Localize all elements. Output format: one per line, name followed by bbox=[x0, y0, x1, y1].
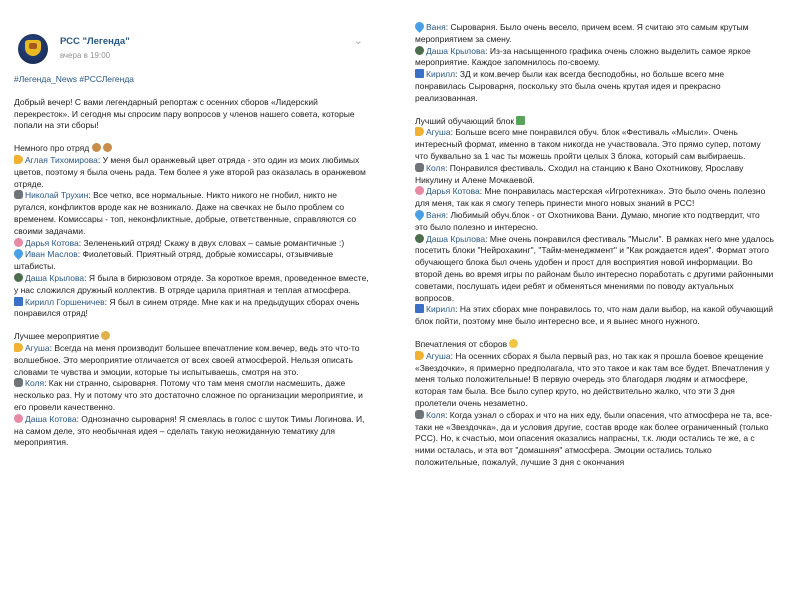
answer-text: Любимый обуч.блок - от Охотникова Вани. Думаю, многие кто подтвердит, что это было полезно и интересно. bbox=[415, 209, 760, 232]
skull-icon bbox=[415, 410, 424, 419]
separator: : bbox=[445, 22, 451, 32]
author-name: Даша Крылова bbox=[426, 233, 486, 244]
author-name: Коля bbox=[25, 378, 45, 389]
answer-item bbox=[415, 69, 774, 104]
author-name: Даша Котова bbox=[25, 413, 77, 424]
section-title: Впечатления от сборов bbox=[415, 339, 774, 351]
author-name: Ваня bbox=[426, 22, 446, 32]
post-left-column bbox=[7, 22, 375, 540]
tv-icon bbox=[415, 304, 424, 313]
intro-text: Добрый вечер! С вами легендарный репортаж с осенних сборов «Лидерский перекресток». И сегодня мы спросим пару вопросов у членов нашего совета, которые попали на эти сборы! bbox=[14, 96, 355, 131]
answer-item bbox=[415, 186, 774, 210]
separator: : bbox=[84, 272, 89, 283]
section-title: Лучший обучающий блок bbox=[415, 116, 774, 128]
separator: : bbox=[485, 45, 490, 56]
answer-text: Однозначно сыроварня! Я смеялась в голос с шуток Тимы Логинова. И, на самом деле, это необычная идея – сделать такую неожиданную тематику для мероприятия. bbox=[14, 413, 365, 448]
answer-text: Из-за насыщенного графика очень сложно выделить самое яркое мероприятие. Каждое запомнилось по-своему. bbox=[415, 45, 751, 68]
separator: : bbox=[97, 154, 103, 165]
answer-text: У меня был оранжевый цвет отряда - это один из моих любимых цветов, поэтому я была очень рада. Тем более я уже второй раз оказалась в оранжевом отряде. bbox=[14, 154, 366, 189]
separator: : bbox=[88, 190, 94, 201]
answer-item bbox=[14, 249, 369, 273]
answer-item bbox=[415, 127, 774, 162]
author-name: Дарья Котова bbox=[426, 186, 480, 197]
author-name: Даша Крылова bbox=[426, 45, 486, 56]
hand-icon bbox=[14, 343, 23, 352]
author-name: Иван Маслов bbox=[25, 249, 78, 260]
books-emoji-icon bbox=[516, 116, 525, 125]
answer-text: Фиолетовый. Приятный отряд, добрые комиссары, отзывчивые штабисты. bbox=[14, 249, 334, 272]
author-name: Дарья Котова bbox=[25, 237, 79, 248]
author-name: Аглая Тихомирова bbox=[25, 154, 98, 165]
answer-item bbox=[14, 297, 369, 321]
answer-item bbox=[415, 210, 774, 234]
skull-icon bbox=[14, 190, 23, 199]
separator: : bbox=[77, 249, 83, 260]
answer-item bbox=[415, 22, 774, 46]
section-title: Лучшее мероприятие bbox=[14, 331, 369, 343]
answer-text: Как ни странно, сыроварня. Потому что там меня смогли насмешить, даже несколько раз. Ну и потому что это достаточно сложное по организации мероприятие, и его провели качественно. bbox=[14, 378, 363, 412]
answer-item bbox=[14, 378, 369, 413]
author-name: Агуша bbox=[426, 127, 451, 138]
answer-item bbox=[14, 238, 369, 250]
author-name: Кирилл bbox=[426, 69, 456, 80]
answers-list bbox=[14, 343, 369, 449]
hand-icon bbox=[415, 351, 424, 360]
answer-item bbox=[415, 351, 774, 410]
answer-text: Мне очень понравился фестиваль "Мысли". В рамках него мне удалось посетить блоки "Нейрохакинг", "Тайм-менеджмент" и "Как рождается идея". Формат этого обучающего блока был очень удобен и прост для восприятия новой информации. Во второй день во время игры по районам было интересно поработать с другими районными советами, послушать идеи ребят и обменяться мнениями по поводу актуальных вопросов. bbox=[415, 233, 774, 303]
answer-item bbox=[14, 190, 369, 237]
answer-item bbox=[415, 304, 774, 328]
answer-text: Понравился фестиваль. Сходил на станцию к Вано Охотникову, Ярославу Никулину и Алене Мочкаевой. bbox=[415, 162, 744, 185]
author-name: Даша Крылова bbox=[25, 272, 85, 283]
drop-icon bbox=[415, 22, 426, 33]
post-header bbox=[14, 26, 369, 70]
answer-item bbox=[415, 46, 774, 70]
answer-item bbox=[415, 234, 774, 305]
answers-list bbox=[14, 155, 369, 320]
answer-text: Всегда на меня производит большее впечатление ком.вечер, ведь это что-то волшебное. Это мероприятие отличается от всех своей атмосферой. Нельзя описать словами те чувства и эмоции, которые ты испытываешь, смотря на это. bbox=[14, 342, 360, 377]
author-name: Коля bbox=[426, 162, 446, 173]
grin-emoji-icon bbox=[509, 339, 518, 348]
crest-icon bbox=[25, 40, 41, 56]
separator: : bbox=[44, 378, 49, 389]
flower-icon bbox=[14, 414, 23, 423]
hand-icon bbox=[14, 155, 23, 164]
separator: : bbox=[78, 237, 84, 248]
answer-text: Я была в бирюзовом отряде. За короткое время, проведенное вместе, у нас сложился дружный коллектив. В отряде царила приятная и теплая атмосфера. bbox=[14, 272, 369, 295]
answer-text: Зелененький отряд! Скажу в двух словах – самые романтичные :) bbox=[83, 237, 345, 248]
author-name: Агуша bbox=[426, 350, 451, 361]
author-name: Агуша bbox=[25, 342, 50, 353]
kids-emoji-icon bbox=[103, 143, 112, 152]
section-title: Немного про отряд bbox=[14, 143, 369, 155]
separator: : bbox=[445, 409, 450, 420]
answer-text: На осенних сборах я была первый раз, но так как я прошла боевое крещение «Звездочки», я примерно предполагала, что это такое и как там все будет. Впечатления у меня только положительные! В первую очередь это благодаря людям и атмосфере, которая там была. Все было супер круто, но действительно жалко, что эти 3 дня пролетели очень незаметно. bbox=[415, 350, 770, 408]
separator: : bbox=[485, 233, 490, 244]
author-name: Коля bbox=[426, 409, 446, 420]
chevron-down-icon[interactable]: ⌄ bbox=[353, 35, 363, 47]
author-name: Николай Трухин bbox=[25, 190, 89, 201]
skull-icon bbox=[415, 163, 424, 172]
answer-text: Когда узнал о сборах и что на них еду, были опасения, что атмосфера не та, все-таки не «Звездочка», да и условия другие, состав вроде как более ограниченный (только РСС). Но, к счастью, мои опасения оказались напрасны, т.к. люди остались те же, а с ними осталась, и эта вот "домашняя" атмосфера. Эмоции остались только положительные, пожалуй, лучшие 3 дня с окончания bbox=[415, 409, 773, 467]
skull-icon bbox=[14, 378, 23, 387]
flower-icon bbox=[14, 238, 23, 247]
separator: : bbox=[479, 186, 485, 197]
answer-text: Все четко, все нормальные. Никто никого не гнобил, никто не ругался, конфликтов вроде как не возникало. Даже на свечках не было проблем со временем. Комиссары - топ, неконфликтные, добрые, ответственные, справляются со своими задачами. bbox=[14, 190, 357, 236]
separator: : bbox=[450, 127, 456, 138]
answer-item bbox=[14, 273, 369, 297]
post-right-column bbox=[415, 22, 780, 540]
separator: : bbox=[445, 209, 451, 220]
answer-text: Мне понравилась мастерская «Игротехника». Это было очень полезно для меня, так как я смогу теперь принести много новых знаний в РСС! bbox=[415, 186, 766, 209]
drop-icon bbox=[12, 247, 25, 260]
answer-item bbox=[415, 410, 774, 469]
alien-icon bbox=[415, 234, 424, 243]
alien-icon bbox=[415, 46, 424, 55]
answer-item bbox=[415, 163, 774, 187]
answers-list bbox=[415, 351, 774, 469]
answer-text: ЗД и ком.вечер были как всегда бесподобны, но больше всего мне понравилась Сыроварня, поскольку это была очень крутая идея и прекрасно реализованная. bbox=[415, 69, 725, 103]
separator: : bbox=[445, 162, 450, 173]
answer-text: На этих сборах мне понравилось то, что нам дали выбор, на какой обучающий блок пойти, поэтому мне было интересно все, и я вынес много нужного. bbox=[415, 304, 773, 327]
group-name[interactable]: РСС "Легенда" bbox=[60, 36, 130, 47]
hand-icon bbox=[415, 127, 424, 136]
author-name: Кирилл bbox=[426, 304, 456, 315]
separator: : bbox=[455, 304, 460, 315]
kids-emoji-icon bbox=[92, 143, 101, 152]
author-name: Кирилл Горшеничев bbox=[25, 296, 105, 307]
post-time[interactable]: вчера в 19:00 bbox=[60, 51, 111, 60]
separator: : bbox=[450, 350, 456, 361]
drop-icon bbox=[415, 208, 426, 221]
answer-item bbox=[14, 343, 369, 378]
answer-text: Сыроварня. Было очень весело, причем всем. Я считаю это самым крутым мероприятием за смену. bbox=[415, 22, 749, 44]
flower-icon bbox=[415, 186, 424, 195]
separator: : bbox=[76, 413, 82, 424]
tv-icon bbox=[14, 297, 23, 306]
separator: : bbox=[49, 342, 55, 353]
lion-emoji-icon bbox=[101, 331, 110, 340]
author-name: Ваня bbox=[426, 209, 446, 220]
answer-text: Я был в синем отряде. Мне как и на предыдущих сборах очень понравился отряд! bbox=[14, 296, 360, 319]
answer-item bbox=[14, 414, 369, 449]
answer-item bbox=[14, 155, 369, 190]
alien-icon bbox=[14, 273, 23, 282]
tv-icon bbox=[415, 69, 424, 78]
answers-list bbox=[415, 127, 774, 328]
answers-list bbox=[415, 22, 774, 105]
separator: : bbox=[455, 69, 460, 80]
separator: : bbox=[104, 296, 110, 307]
answer-text: Больше всего мне понравился обуч. блок «Фестиваль «Мысли». Очень интересный формат, именно в таком никогда не участвовала. Это прямо супер, потому что буквально за 1 час ты можешь пройти целых 3 блока, который сам выбираешь. bbox=[415, 127, 761, 161]
group-avatar[interactable] bbox=[18, 34, 48, 64]
hashtags[interactable]: #Легенда_News #РССЛегенда bbox=[14, 74, 135, 84]
